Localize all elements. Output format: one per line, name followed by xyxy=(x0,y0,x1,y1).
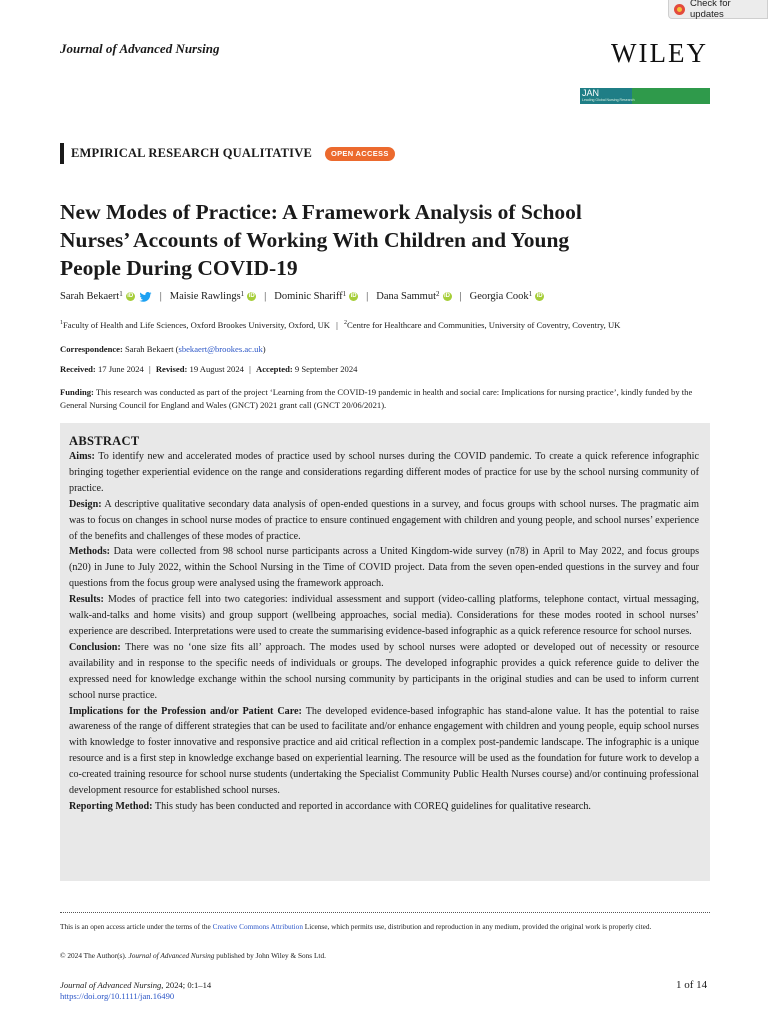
correspondence: Correspondence: Sarah Bekaert (sbekaert@brookes.ac.uk) xyxy=(60,344,266,354)
page-number: 1 of 14 xyxy=(676,979,708,991)
author-sammut[interactable]: Dana Sammut $^2$ iD xyxy=(376,289,451,302)
author-separator: | xyxy=(366,291,369,302)
footnote-divider xyxy=(60,912,710,913)
author-cook[interactable]: Georgia Cook $^1$ iD xyxy=(469,289,543,302)
article-title xyxy=(60,198,720,282)
check-for-updates-label: Check for updates xyxy=(690,0,731,20)
correspondence-email-link[interactable]: sbekaert@brookes.ac.uk xyxy=(178,344,263,354)
jan-logo-label: JAN xyxy=(582,88,600,98)
abstract-conclusion: Conclusion: There was no ‘one size fits all’ approach. The modes used by school nurses were adopted or developed out of necessity or resource availability and in response to the specific needs of individuals or groups. The developed infographic provides a quick reference guide to deliver the expressed need for knowledge exchange within the school nursing community by participants in the original studies and can be used to inform current school nurse practice. xyxy=(69,641,699,701)
jan-logo-tagline: Leading Global Nursing Research xyxy=(582,98,635,102)
author-list xyxy=(60,291,544,302)
author-separator: | xyxy=(159,291,162,302)
author-separator: | xyxy=(459,291,462,302)
author-separator: | xyxy=(264,291,267,302)
title-line: People During COVID-19 xyxy=(60,256,298,280)
author-rawlings[interactable]: Maisie Rawlings $^1$ iD xyxy=(169,289,255,302)
abstract-aims: Aims: To identify new and accelerated modes of practice used by school nurses during the COVID pandemic. To create a quick reference infographic bringing together experiential evidence on the range and considerations regarding different modes of practice for use by the school nursing community of practice. xyxy=(69,451,699,494)
abstract-methods: Methods: Data were collected from 98 school nurse participants across a United Kingdom-wide survey (n78) in April to May 2022, and focus groups (n20) in June to July 2022, within the School Nursing in the Time of COVID project. Data from the seven open-ended questions in the survey and four questions from the focus group were analysed using the framework approach. xyxy=(69,546,700,590)
article-dates: Received: 17 June 2024 | Revised: 19 August 2024 | Accepted: 9 September 2024 xyxy=(60,364,358,374)
abstract-results: Results: Modes of practice fell into two categories: individual assessment and support (video-calling platforms, telephone contact, virtual messaging, walk-and-talks and home visits) and group support (wellbeing approaches, social media). Considerations for these modes rooted in school nurses’ experience are described. Interpretations were used to create the summarising evidence-based infographic as a quick reference resource for school nurses. xyxy=(69,594,699,637)
abstract-reporting-method: Reporting Method: This study has been conducted and reported in accordance with COREQ guidelines for qualitative research. xyxy=(69,800,591,812)
article-type: EMPIRICAL RESEARCH QUALITATIVE xyxy=(71,146,312,160)
publisher-logo: WILEY xyxy=(611,38,708,68)
jan-logo xyxy=(580,88,710,104)
abstract-design: Design: A descriptive qualitative secondary data analysis of open-ended questions in a survey, and focus groups with school nurses. The pragmatic aim was to focus on changes in school nurse modes of practice to ensure continued engagement with children and young people, and school nurses’ experience of the benefits and challenges of these modes of practice. xyxy=(69,498,699,542)
orcid-icon[interactable]: iD xyxy=(248,293,255,299)
author-shariff[interactable]: Dominic Shariff $^1$ iD xyxy=(274,289,357,302)
twitter-icon[interactable] xyxy=(139,292,152,302)
crossmark-icon xyxy=(674,4,685,15)
funding-statement: Funding: This research was conducted as part of the project ‘Learning from the COVID-19 pandemic in health and social care: Implications for nursing practice’, kindly funded by the General Nursing Council for England and Wales (GNCT) 2021 grant call (GNCT 20/06/2021). xyxy=(60,387,693,410)
title-line: New Modes of Practice: A Framework Analysis of School xyxy=(60,200,582,224)
license-statement: This is an open access article under the terms of the Creative Commons Attribution License, which permits use, distribution and reproduction in any medium, provided the original work is properly cited. xyxy=(60,922,652,931)
title-line: Nurses’ Accounts of Working With Children and Young xyxy=(60,228,570,252)
open-access-badge: OPEN ACCESS xyxy=(325,147,395,161)
journal-name: Journal of Advanced Nursing xyxy=(60,41,220,56)
doi-link[interactable]: https://doi.org/10.1111/jan.16490 xyxy=(60,991,175,1001)
copyright-notice: © 2024 The Author(s). Journal of Advanced Nursing published by John Wiley & Sons Ltd. xyxy=(60,951,326,960)
author-bekaert[interactable]: Sarah Bekaert $^1$ iD xyxy=(60,291,152,302)
orcid-icon[interactable]: iD xyxy=(444,293,451,299)
footer-citation: Journal of Advanced Nursing, 2024; 0:1–14 xyxy=(60,980,212,990)
abstract-implications: Implications for the Profession and/or Patient Care: The developed evidence-based infographic has stand-alone value. It has the potential to raise awareness of the range of different strategies that can be used to facilitate and/or enhance engagement with children and young people, equip school nurses with knowledge to foster innovative and responsive practice and aid critical reflection in a complex post-pandemic landscape. The infographic is a unique resource and is a first step in knowledge exchange based on experiential learning. The resource will be used as the foundation for future work to develop a co-created training resource for school nurse students (undertaking the Specialist Community Public Health Nurses course) and/or continuing professional development resource for established school nurses. xyxy=(69,705,699,797)
abstract-heading: ABSTRACT xyxy=(69,434,140,448)
orcid-icon[interactable]: iD xyxy=(536,293,543,299)
check-for-updates-button[interactable] xyxy=(668,0,768,19)
abstract-panel xyxy=(60,423,710,881)
cc-license-link[interactable]: Creative Commons Attribution xyxy=(212,922,303,931)
section-marker xyxy=(60,143,64,164)
abstract-body xyxy=(69,449,699,815)
affiliations: $^1$Faculty of Health and Life Sciences, Oxford Brookes University, Oxford, UK | $^2$Centre for Healthcare and Communities, University of Coventry, Coventry, UK xyxy=(60,320,621,330)
orcid-icon[interactable]: iD xyxy=(350,293,357,299)
orcid-icon[interactable]: iD xyxy=(127,293,134,299)
